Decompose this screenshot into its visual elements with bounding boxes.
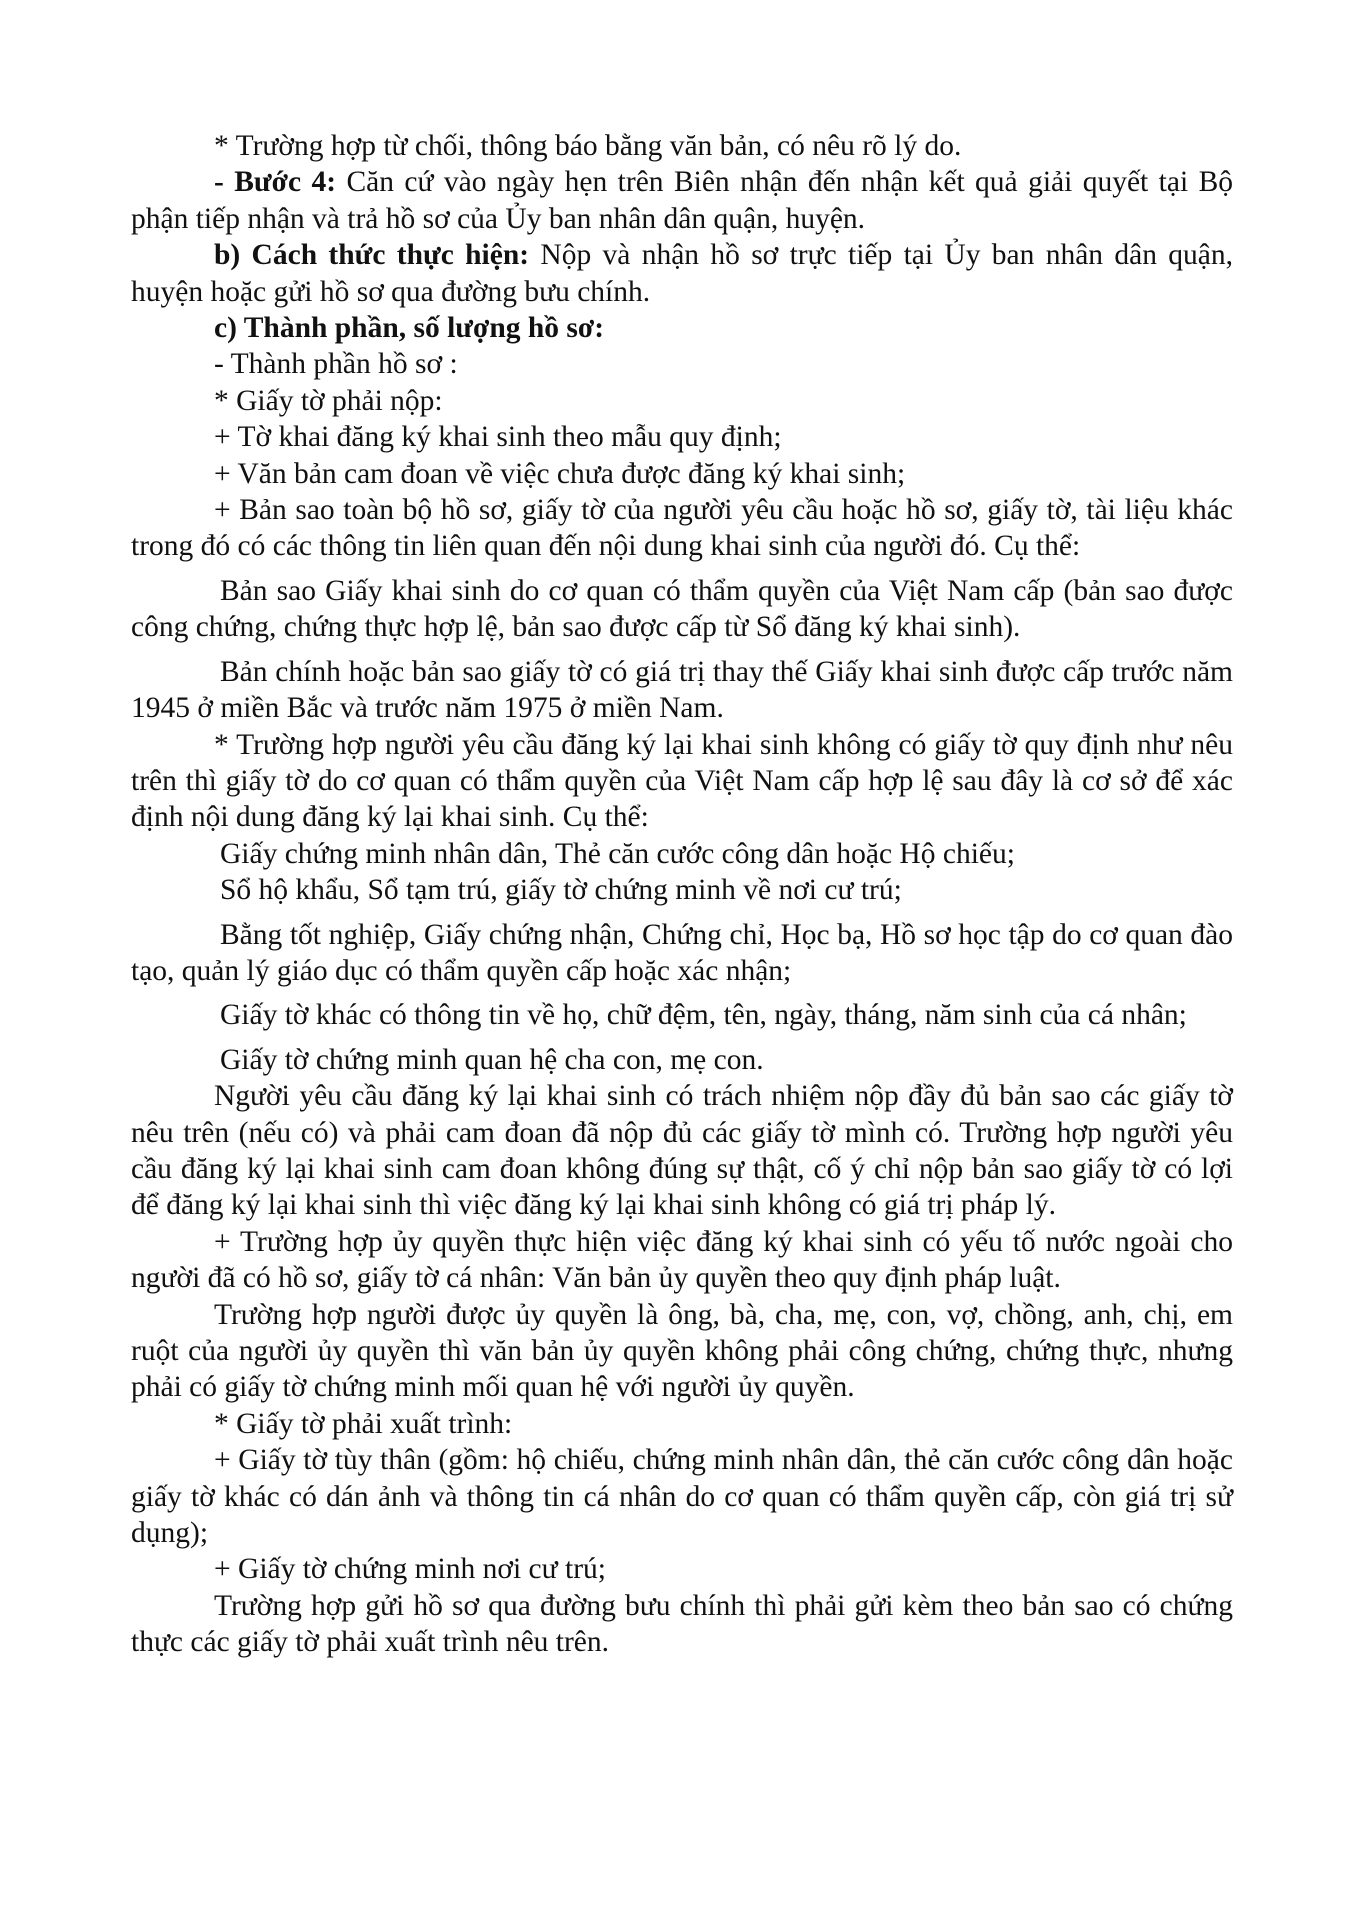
paragraph-step-4 — [131, 164, 1233, 237]
bullet-text: Bản sao Giấy khai sinh do cơ quan có thẩm quyền của Việt Nam cấp (bản sao được công chứng, chứng thực hợp lệ, bản sao được cấp từ Sổ đăng ký khai sinh). — [131, 574, 1233, 644]
paragraph-no-documents-case: * Trường hợp người yêu cầu đăng ký lại khai sinh không có giấy tờ quy định như nêu trên thì giấy tờ do cơ quan có thẩm quyền của Việt Nam cấp hợp lệ sau đây là cơ sở để xác định nội dung đăng ký lại khai sinh. Cụ thể: — [131, 728, 1233, 834]
list-item-identity-papers: + Giấy tờ tùy thân (gồm: hộ chiếu, chứng minh nhân dân, thẻ căn cước công dân hoặc giấy tờ khác có dán ảnh và thông tin cá nhân do cơ quan có thẩm quyền cấp, còn giá trị sử dụng); — [131, 1444, 1233, 1550]
paragraph-postal-submission: Trường hợp gửi hồ sơ qua đường bưu chính thì phải gửi kèm theo bản sao có chứng thực các giấy tờ phải xuất trình nêu trên. — [131, 1589, 1233, 1659]
paragraph-dossier-components: - Thành phần hồ sơ : — [214, 348, 458, 381]
bullet-parent-relationship — [131, 1042, 1233, 1078]
bullet-original-or-copy — [131, 654, 1233, 727]
paragraph-method — [131, 237, 1233, 310]
paragraph-rejection-notice: * Trường hợp từ chối, thông báo bằng văn bản, có nêu rõ lý do. — [214, 130, 962, 162]
bullet-text: Bản chính hoặc bản sao giấy tờ có giá trị thay thế Giấy khai sinh được cấp trước năm 1945 ở miền Bắc và trước năm 1975 ở miền Nam. — [131, 655, 1233, 725]
method-text: Nộp và nhận hồ sơ trực tiếp tại Ủy ban nhân dân quận, huyện hoặc gửi hồ sơ qua đường bưu chính. — [131, 239, 1234, 308]
paragraph-authorization: + Trường hợp ủy quyền thực hiện việc đăng ký khai sinh có yếu tố nước ngoài cho người đã có hồ sơ, giấy tờ cá nhân: Văn bản ủy quyền theo quy định pháp luật. — [131, 1225, 1233, 1295]
section-heading-dossier: c) Thành phần, số lượng hồ sơ: — [214, 312, 605, 345]
bullet-text: Sổ hộ khẩu, Sổ tạm trú, giấy tờ chứng minh về nơi cư trú; — [220, 874, 902, 907]
bullet-text: Giấy tờ khác có thông tin về họ, chữ đệm, tên, ngày, tháng, năm sinh của cá nhân; — [220, 999, 1187, 1032]
bullet-text: Bằng tốt nghiệp, Giấy chứng nhận, Chứng chỉ, Học bạ, Hồ sơ học tập do cơ quan đào tạo, quản lý giáo dục có thẩm quyền cấp hoặc xác nhận; — [131, 918, 1233, 987]
bullet-diploma — [131, 917, 1233, 990]
paragraph-documents-to-submit: * Giấy tờ phải nộp: — [214, 384, 443, 417]
list-item-residence-proof: + Giấy tờ chứng minh nơi cư trú; — [214, 1553, 606, 1586]
bullet-birth-certificate-copy — [131, 573, 1233, 646]
bullet-other-documents — [131, 997, 1233, 1033]
list-item-declaration-form: + Tờ khai đăng ký khai sinh theo mẫu quy định; — [214, 421, 782, 454]
bullet-household-book — [131, 872, 1233, 908]
paragraph-authorized-relatives: Trường hợp người được ủy quyền là ông, bà, cha, mẹ, con, vợ, chồng, anh, chị, em ruột của người ủy quyền thì văn bản ủy quyền không phải công chứng, chứng thực, nhưng phải có giấy tờ chứng minh mối quan hệ với người ủy quyền. — [131, 1298, 1233, 1404]
step-4-text: Căn cứ vào ngày hẹn trên Biên nhận đến nhận kết quả giải quyết tại Bộ phận tiếp nhận và trả hồ sơ của Ủy ban nhân dân quận, huyện. — [131, 166, 1233, 235]
paragraph-applicant-responsibility: Người yêu cầu đăng ký lại khai sinh có trách nhiệm nộp đầy đủ bản sao các giấy tờ nêu trên (nếu có) và phải cam đoan đã nộp đủ các giấy tờ mình có. Trường hợp người yêu cầu đăng ký lại khai sinh cam đoan không đúng sự thật, cố ý chỉ nộp bản sao giấy tờ có lợi để đăng ký lại khai sinh thì việc đăng ký lại khai sinh không có giá trị pháp lý. — [131, 1080, 1233, 1222]
list-item-commitment: + Văn bản cam đoan về việc chưa được đăng ký khai sinh; — [214, 457, 906, 490]
list-item-copies: + Bản sao toàn bộ hồ sơ, giấy tờ của người yêu cầu hoặc hồ sơ, giấy tờ, tài liệu khác trong đó có các thông tin liên quan đến nội dung khai sinh của người đó. Cụ thể: — [131, 494, 1233, 563]
bullet-text: Giấy chứng minh nhân dân, Thẻ căn cước công dân hoặc Hộ chiếu; — [220, 837, 1015, 870]
document-page — [131, 128, 1233, 1661]
bullet-id-card — [131, 836, 1233, 872]
method-heading: b) Cách thức thực hiện: — [214, 239, 530, 272]
step-4-label: - Bước 4: — [214, 166, 337, 199]
paragraph-documents-to-present: * Giấy tờ phải xuất trình: — [214, 1407, 513, 1440]
bullet-text: Giấy tờ chứng minh quan hệ cha con, mẹ con. — [220, 1043, 764, 1076]
